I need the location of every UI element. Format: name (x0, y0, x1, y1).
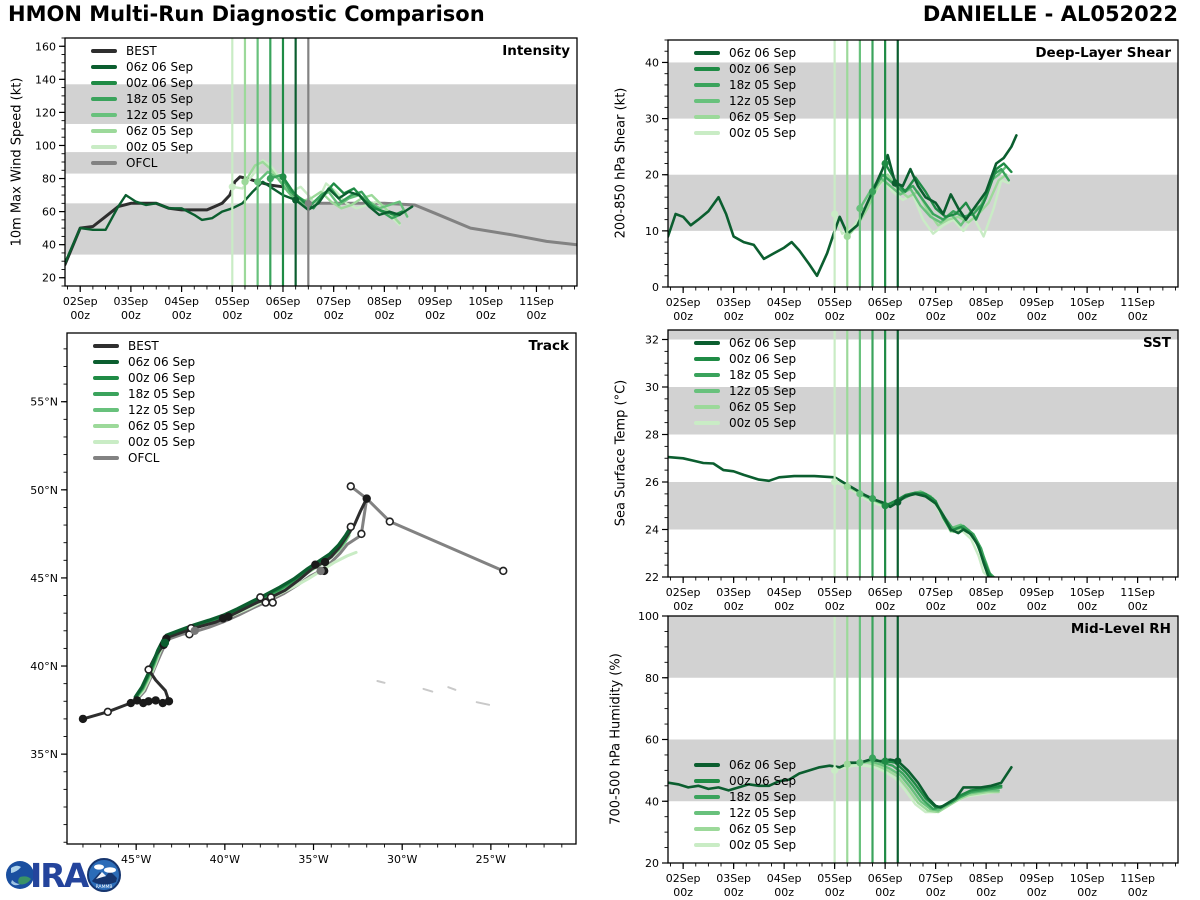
svg-text:32: 32 (645, 333, 659, 347)
track-series (83, 499, 367, 719)
sst-ylabel: Sea Surface Temp (°C) (613, 379, 629, 527)
legend-item (694, 383, 796, 399)
legend-item (694, 109, 796, 125)
legend-swatch (694, 115, 720, 119)
svg-text:10Sep: 10Sep (1069, 296, 1105, 309)
svg-text:00z: 00z (1127, 600, 1148, 613)
legend-swatch (694, 341, 720, 345)
svg-text:00z: 00z (824, 886, 845, 899)
svg-text:80: 80 (645, 671, 659, 685)
track-panel-title: Track (528, 338, 569, 354)
track-point-black (166, 698, 173, 705)
svg-text:11Sep: 11Sep (1120, 586, 1155, 599)
legend-swatch (694, 99, 720, 103)
svg-text:140: 140 (35, 73, 56, 87)
svg-text:09Sep: 09Sep (1019, 296, 1054, 309)
legend-label: 00z 06 Sep (729, 62, 797, 76)
init-marker (279, 173, 286, 180)
legend-swatch (694, 843, 720, 847)
track-point-black (80, 715, 87, 722)
legend-swatch (91, 161, 117, 165)
legend-item (694, 805, 796, 821)
svg-text:08Sep: 08Sep (968, 586, 1004, 599)
init-marker (831, 210, 838, 217)
legend-swatch (694, 811, 720, 815)
svg-text:03Sep: 03Sep (716, 586, 752, 599)
svg-text:10: 10 (645, 224, 659, 238)
init-marker (882, 160, 889, 167)
svg-text:00z: 00z (1077, 310, 1097, 323)
svg-text:00z: 00z (976, 600, 997, 613)
track-series (448, 687, 455, 690)
svg-text:06Sep: 06Sep (867, 296, 903, 309)
svg-text:07Sep: 07Sep (918, 586, 953, 599)
legend-swatch (694, 51, 720, 55)
svg-text:07Sep: 07Sep (918, 296, 953, 309)
svg-text:00z: 00z (774, 600, 795, 613)
track-point-black (363, 495, 370, 502)
legend-swatch (694, 779, 720, 783)
svg-text:08Sep: 08Sep (968, 296, 1004, 309)
svg-text:00z: 00z (222, 309, 243, 322)
svg-text:00z: 00z (673, 886, 694, 899)
track-point-open (269, 599, 276, 606)
legend-label: 12z 05 Sep (729, 94, 797, 108)
legend-item (694, 367, 796, 383)
init-marker (292, 196, 299, 203)
legend-label: 06z 05 Sep (126, 124, 194, 138)
svg-text:00z: 00z (1127, 886, 1148, 899)
track-series (424, 689, 433, 692)
svg-text:11Sep: 11Sep (1120, 872, 1155, 885)
legend-item (694, 61, 796, 77)
svg-text:120: 120 (35, 106, 56, 120)
svg-text:45°W: 45°W (120, 853, 152, 866)
svg-text:20: 20 (42, 271, 56, 285)
legend-item (694, 77, 796, 93)
legend-label: 06z 06 Sep (128, 355, 196, 369)
intensity-ylabel: 10m Max Wind Speed (kt) (9, 77, 25, 247)
track-series (136, 532, 350, 698)
svg-text:08Sep: 08Sep (366, 295, 402, 308)
track-point-green (161, 639, 168, 646)
init-marker (254, 178, 261, 185)
svg-text:10Sep: 10Sep (468, 295, 504, 308)
legend-swatch (694, 389, 720, 393)
legend-swatch (694, 131, 720, 135)
legend-label: 06z 06 Sep (729, 46, 797, 60)
intensity-legend (91, 43, 193, 171)
category-band (668, 482, 1178, 530)
svg-text:RAMMB: RAMMB (95, 885, 113, 890)
svg-text:04Sep: 04Sep (766, 872, 802, 885)
svg-text:28: 28 (645, 428, 659, 442)
legend-item (91, 75, 193, 91)
legend-label: OFCL (126, 156, 158, 170)
svg-text:05Sep: 05Sep (817, 586, 853, 599)
svg-text:02Sep: 02Sep (665, 586, 701, 599)
legend-swatch (93, 424, 119, 428)
track-point-gray (191, 627, 198, 634)
storm-title: DANIELLE - AL052022 (922, 2, 1178, 26)
init-marker (882, 502, 889, 509)
svg-text:40°N: 40°N (30, 660, 58, 674)
svg-text:35°N: 35°N (30, 748, 58, 762)
rh-ylabel: 700-500 hPa Humidity (%) (608, 653, 624, 825)
rh-legend (694, 757, 796, 853)
legend-item (694, 351, 796, 367)
track-point-black (225, 613, 232, 620)
legend-label: 00z 05 Sep (729, 838, 797, 852)
legend-label: 00z 05 Sep (126, 140, 194, 154)
legend-swatch (91, 49, 117, 53)
legend-label: 12z 05 Sep (126, 108, 194, 122)
legend-label: 00z 05 Sep (729, 126, 797, 140)
shear-panel-title: Deep-Layer Shear (1035, 45, 1171, 61)
svg-text:00z: 00z (673, 600, 694, 613)
legend-item (694, 45, 796, 61)
svg-text:00z: 00z (475, 309, 496, 322)
legend-item (91, 43, 193, 59)
legend-swatch (91, 81, 117, 85)
legend-item (93, 386, 195, 402)
svg-text:00z: 00z (1026, 600, 1047, 613)
svg-text:80: 80 (42, 172, 56, 186)
legend-label: 00z 06 Sep (729, 352, 797, 366)
init-marker (894, 758, 901, 765)
init-marker (856, 205, 863, 212)
track-point-open (500, 567, 507, 574)
legend-label: 18z 05 Sep (729, 78, 797, 92)
svg-text:11Sep: 11Sep (519, 295, 554, 308)
init-marker (869, 188, 876, 195)
svg-text:30°W: 30°W (387, 853, 418, 866)
svg-text:06Sep: 06Sep (867, 872, 903, 885)
track-point-black (322, 559, 329, 566)
cira-rammb-logo (4, 846, 126, 900)
svg-text:00z: 00z (171, 309, 192, 322)
svg-text:04Sep: 04Sep (766, 296, 802, 309)
init-marker (305, 200, 312, 207)
legend-swatch (93, 344, 119, 348)
legend-item (694, 125, 796, 141)
svg-text:60: 60 (42, 205, 56, 219)
svg-text:00z: 00z (374, 309, 395, 322)
legend-swatch (694, 763, 720, 767)
legend-item (91, 139, 193, 155)
sst-panel-title: SST (1142, 335, 1171, 351)
svg-text:03Sep: 03Sep (716, 872, 752, 885)
legend-label: 18z 05 Sep (126, 92, 194, 106)
legend-label: 18z 05 Sep (729, 368, 797, 382)
svg-text:00z: 00z (1026, 886, 1047, 899)
svg-text:00z: 00z (875, 886, 896, 899)
legend-label: 00z 05 Sep (128, 435, 196, 449)
svg-text:09Sep: 09Sep (1019, 872, 1054, 885)
svg-text:00z: 00z (875, 310, 896, 323)
svg-text:05Sep: 05Sep (214, 295, 250, 308)
legend-item (91, 155, 193, 171)
svg-text:00z: 00z (824, 310, 845, 323)
page-title: HMON Multi-Run Diagnostic Comparison (8, 2, 485, 26)
legend-swatch (694, 67, 720, 71)
legend-item (694, 821, 796, 837)
svg-text:00z: 00z (925, 600, 946, 613)
svg-text:00z: 00z (723, 600, 744, 613)
legend-label: 12z 05 Sep (128, 403, 196, 417)
svg-text:00z: 00z (774, 310, 795, 323)
svg-text:00z: 00z (824, 600, 845, 613)
legend-label: 06z 05 Sep (729, 400, 797, 414)
legend-label: 18z 05 Sep (128, 387, 196, 401)
svg-text:45°N: 45°N (30, 571, 58, 585)
svg-text:00z: 00z (673, 310, 694, 323)
rh-panel-title: Mid-Level RH (1070, 621, 1171, 637)
legend-item (694, 399, 796, 415)
legend-swatch (694, 405, 720, 409)
track-point-open (104, 708, 111, 715)
init-marker (869, 754, 876, 761)
track-series (377, 681, 384, 683)
legend-item (694, 93, 796, 109)
svg-text:11Sep: 11Sep (1120, 296, 1155, 309)
track-legend (93, 338, 195, 466)
legend-item (694, 415, 796, 431)
svg-text:09Sep: 09Sep (1019, 586, 1054, 599)
legend-label: 00z 06 Sep (729, 774, 797, 788)
svg-text:100: 100 (35, 139, 56, 153)
track-point-gray (317, 567, 324, 574)
track-point-open (358, 530, 365, 537)
svg-text:30: 30 (645, 112, 659, 126)
svg-text:00z: 00z (1077, 600, 1097, 613)
legend-label: 06z 06 Sep (126, 60, 194, 74)
init-marker (831, 767, 838, 774)
init-marker (869, 495, 876, 502)
svg-text:00z: 00z (121, 309, 141, 322)
legend-label: BEST (128, 339, 159, 353)
svg-text:55°N: 55°N (30, 395, 58, 409)
svg-text:09Sep: 09Sep (417, 295, 453, 308)
legend-item (93, 370, 195, 386)
shear-legend (694, 45, 796, 141)
init-marker (892, 180, 899, 187)
track-point-black (312, 561, 319, 568)
svg-text:20: 20 (645, 857, 659, 870)
svg-text:30: 30 (645, 381, 659, 394)
track-series (477, 702, 489, 705)
track-point-open (262, 599, 269, 606)
legend-swatch (93, 440, 119, 444)
legend-swatch (93, 392, 119, 396)
init-marker (856, 759, 863, 766)
svg-text:00z: 00z (1026, 310, 1047, 323)
svg-text:02Sep: 02Sep (665, 872, 701, 885)
svg-text:00z: 00z (976, 310, 997, 323)
svg-text:00z: 00z (925, 310, 946, 323)
svg-text:160: 160 (35, 40, 56, 54)
svg-text:03Sep: 03Sep (716, 296, 752, 309)
svg-text:0: 0 (652, 281, 659, 294)
svg-text:07Sep: 07Sep (918, 872, 953, 885)
track-point-open (145, 666, 152, 673)
svg-text:40: 40 (645, 56, 659, 70)
svg-text:60: 60 (645, 733, 659, 747)
legend-label: 06z 06 Sep (729, 758, 797, 772)
legend-item (93, 338, 195, 354)
svg-text:26: 26 (645, 476, 659, 489)
svg-text:25°W: 25°W (475, 853, 507, 866)
track-point-black (152, 697, 159, 704)
svg-text:00z: 00z (723, 310, 744, 323)
legend-label: 00z 06 Sep (128, 371, 196, 385)
legend-item (93, 354, 195, 370)
svg-text:06Sep: 06Sep (265, 295, 301, 308)
svg-text:00z: 00z (1077, 886, 1097, 899)
legend-label: 00z 06 Sep (126, 76, 194, 90)
legend-item (93, 434, 195, 450)
svg-text:35°W: 35°W (298, 853, 329, 866)
legend-item (91, 59, 193, 75)
svg-text:40°W: 40°W (209, 853, 241, 866)
track-point-open (347, 483, 354, 490)
track-series (367, 499, 504, 571)
sst-legend (694, 335, 796, 431)
svg-text:00z: 00z (925, 886, 946, 899)
svg-text:24: 24 (645, 523, 659, 537)
svg-text:00z: 00z (723, 886, 744, 899)
legend-item (694, 789, 796, 805)
svg-text:08Sep: 08Sep (968, 872, 1004, 885)
legend-item (694, 837, 796, 853)
track-point-black (145, 698, 152, 705)
svg-text:50°N: 50°N (30, 483, 58, 497)
svg-text:04Sep: 04Sep (766, 586, 802, 599)
svg-text:00z: 00z (323, 309, 344, 322)
legend-label: 18z 05 Sep (729, 790, 797, 804)
intensity-panel-title: Intensity (502, 43, 570, 59)
legend-item (91, 107, 193, 123)
legend-swatch (93, 456, 119, 460)
legend-item (694, 757, 796, 773)
svg-text:00z: 00z (875, 600, 896, 613)
legend-item (93, 450, 195, 466)
legend-label: 12z 05 Sep (729, 384, 797, 398)
init-marker (844, 761, 851, 768)
svg-text:40: 40 (645, 795, 659, 809)
track-series (136, 536, 349, 698)
track-point-open (386, 518, 393, 525)
legend-swatch (694, 421, 720, 425)
legend-swatch (91, 113, 117, 117)
legend-swatch (694, 373, 720, 377)
legend-item (93, 402, 195, 418)
legend-swatch (694, 795, 720, 799)
svg-text:05Sep: 05Sep (817, 296, 853, 309)
svg-text:00z: 00z (976, 886, 997, 899)
svg-text:00z: 00z (774, 886, 795, 899)
legend-swatch (91, 145, 117, 149)
svg-text:03Sep: 03Sep (113, 295, 149, 308)
svg-text:IRA: IRA (30, 856, 88, 895)
legend-label: BEST (126, 44, 157, 58)
svg-text:22: 22 (645, 571, 659, 584)
legend-label: 12z 05 Sep (729, 806, 797, 820)
svg-text:00z: 00z (425, 309, 445, 322)
svg-text:00z: 00z (70, 309, 91, 322)
svg-text:100: 100 (638, 610, 659, 623)
svg-text:20: 20 (645, 168, 659, 182)
init-marker (856, 490, 863, 497)
init-marker (844, 483, 851, 490)
shear-ylabel: 200-850 hPa Shear (kt) (613, 87, 629, 239)
legend-swatch (91, 97, 117, 101)
svg-text:02Sep: 02Sep (62, 295, 98, 308)
legend-item (694, 335, 796, 351)
legend-swatch (93, 376, 119, 380)
svg-text:10Sep: 10Sep (1069, 586, 1105, 599)
legend-item (91, 123, 193, 139)
legend-swatch (91, 129, 117, 133)
init-marker (831, 478, 838, 485)
legend-label: 06z 05 Sep (729, 822, 797, 836)
legend-swatch (694, 357, 720, 361)
panel-rh (638, 610, 1178, 899)
svg-text:02Sep: 02Sep (665, 296, 701, 309)
svg-text:40: 40 (42, 238, 56, 252)
svg-text:06Sep: 06Sep (867, 586, 903, 599)
legend-swatch (93, 408, 119, 412)
legend-label: 06z 05 Sep (729, 110, 797, 124)
legend-item (93, 418, 195, 434)
legend-swatch (694, 827, 720, 831)
legend-swatch (91, 65, 117, 69)
init-marker (229, 183, 236, 190)
svg-text:00z: 00z (526, 309, 547, 322)
init-marker (267, 175, 274, 182)
legend-label: OFCL (128, 451, 160, 465)
svg-text:10Sep: 10Sep (1069, 872, 1105, 885)
svg-text:04Sep: 04Sep (164, 295, 199, 308)
init-marker (894, 499, 901, 506)
legend-swatch (93, 360, 119, 364)
track-point-open (347, 523, 354, 530)
svg-text:00z: 00z (273, 309, 293, 322)
category-band (65, 203, 577, 254)
svg-text:05Sep: 05Sep (817, 872, 853, 885)
legend-item (694, 773, 796, 789)
legend-label: 06z 06 Sep (729, 336, 797, 350)
init-marker (844, 233, 851, 240)
legend-item (91, 91, 193, 107)
svg-text:07Sep: 07Sep (316, 295, 352, 308)
legend-label: 06z 05 Sep (128, 419, 196, 433)
track-series (138, 486, 367, 698)
init-marker (241, 178, 248, 185)
legend-swatch (694, 83, 720, 87)
svg-text:00z: 00z (1127, 310, 1148, 323)
legend-label: 00z 05 Sep (729, 416, 797, 430)
init-marker (882, 758, 889, 765)
